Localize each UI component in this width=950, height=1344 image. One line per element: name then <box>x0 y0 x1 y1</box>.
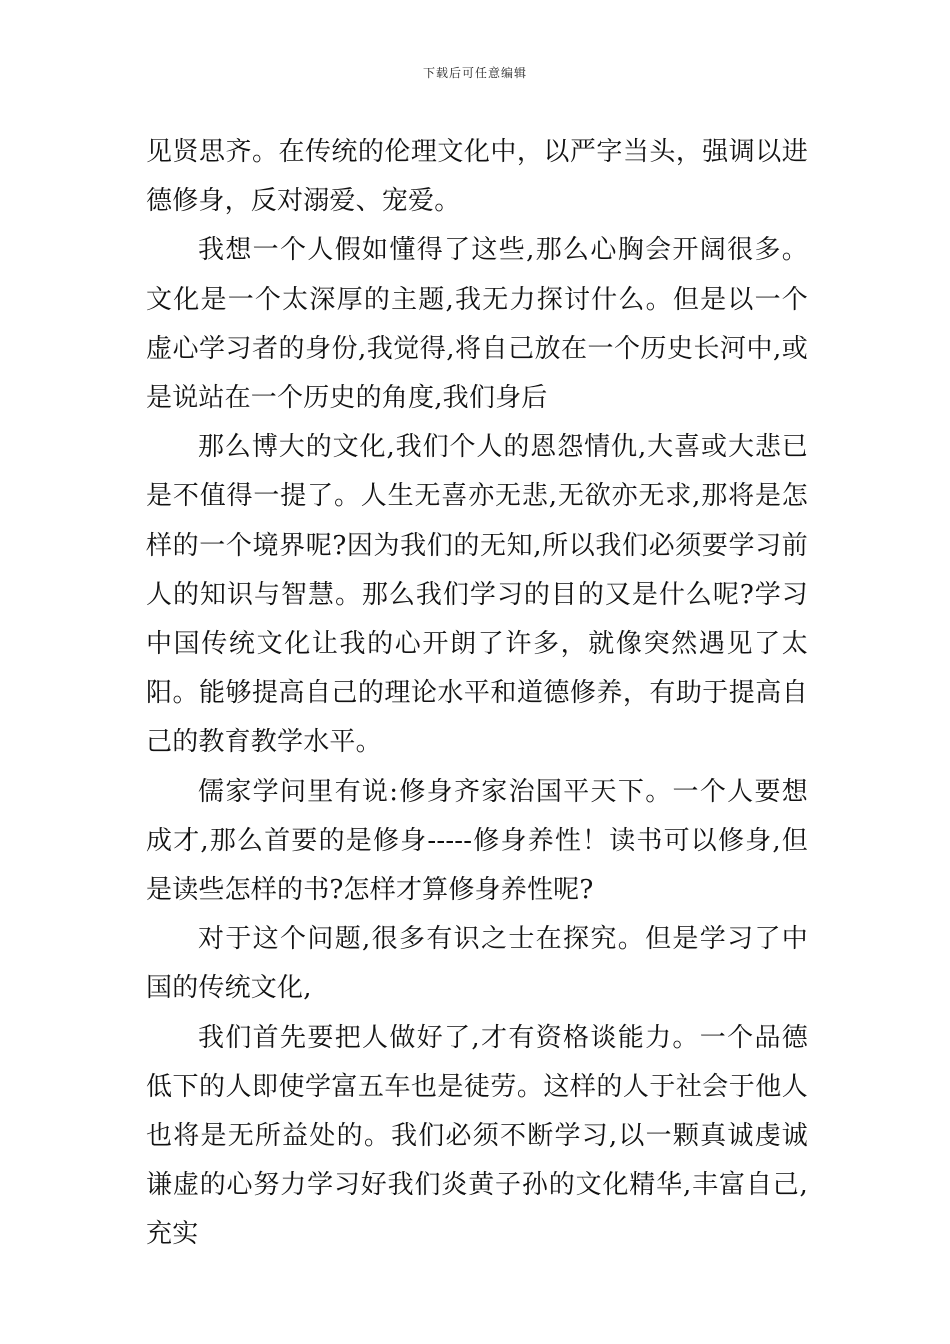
paragraph: 儒家学问里有说:修身齐家治国平天下。一个人要想成才,那么首要的是修身-----修身养性！读书可以修身,但是读些怎样的书?怎样才算修身养性呢? <box>146 776 808 906</box>
paragraph: 我想一个人假如懂得了这些,那么心胸会开阔很多。文化是一个太深厚的主题,我无力探讨什么。但是以一个虚心学习者的身份,我觉得,将自己放在一个历史长河中,或是说站在一个历史的角度,我们身后 <box>146 235 808 414</box>
paragraph: 见贤思齐。在传统的伦理文化中，以严字当头，强调以进德修身，反对溺爱、宠爱。 <box>146 137 808 217</box>
paragraph: 我们首先要把人做好了,才有资格谈能力。一个品德低下的人即使学富五车也是徒劳。这样的人于社会于他人也将是无所益处的。我们必须不断学习,以一颗真诚虔诚谦虚的心努力学习好我们炎黄子孙的文化精华,丰富自己,充实 <box>146 1022 808 1250</box>
paragraph: 那么博大的文化,我们个人的恩怨情仇,大喜或大悲已是不值得一提了。人生无喜亦无悲,无欲亦无求,那将是怎样的一个境界呢?因为我们的无知,所以我们必须要学习前人的知识与智慧。那么我们学习的目的又是什么呢?学习中国传统文化让我的心开朗了许多，就像突然遇见了太阳。能够提高自己的理论水平和道德修养，有助于提高自己的教育教学水平。 <box>146 432 808 758</box>
page-header: 下载后可任意编辑 <box>422 66 527 80</box>
paragraph: 对于这个问题,很多有识之士在探究。但是学习了中国的传统文化, <box>146 924 808 1004</box>
document-body <box>146 128 808 1260</box>
